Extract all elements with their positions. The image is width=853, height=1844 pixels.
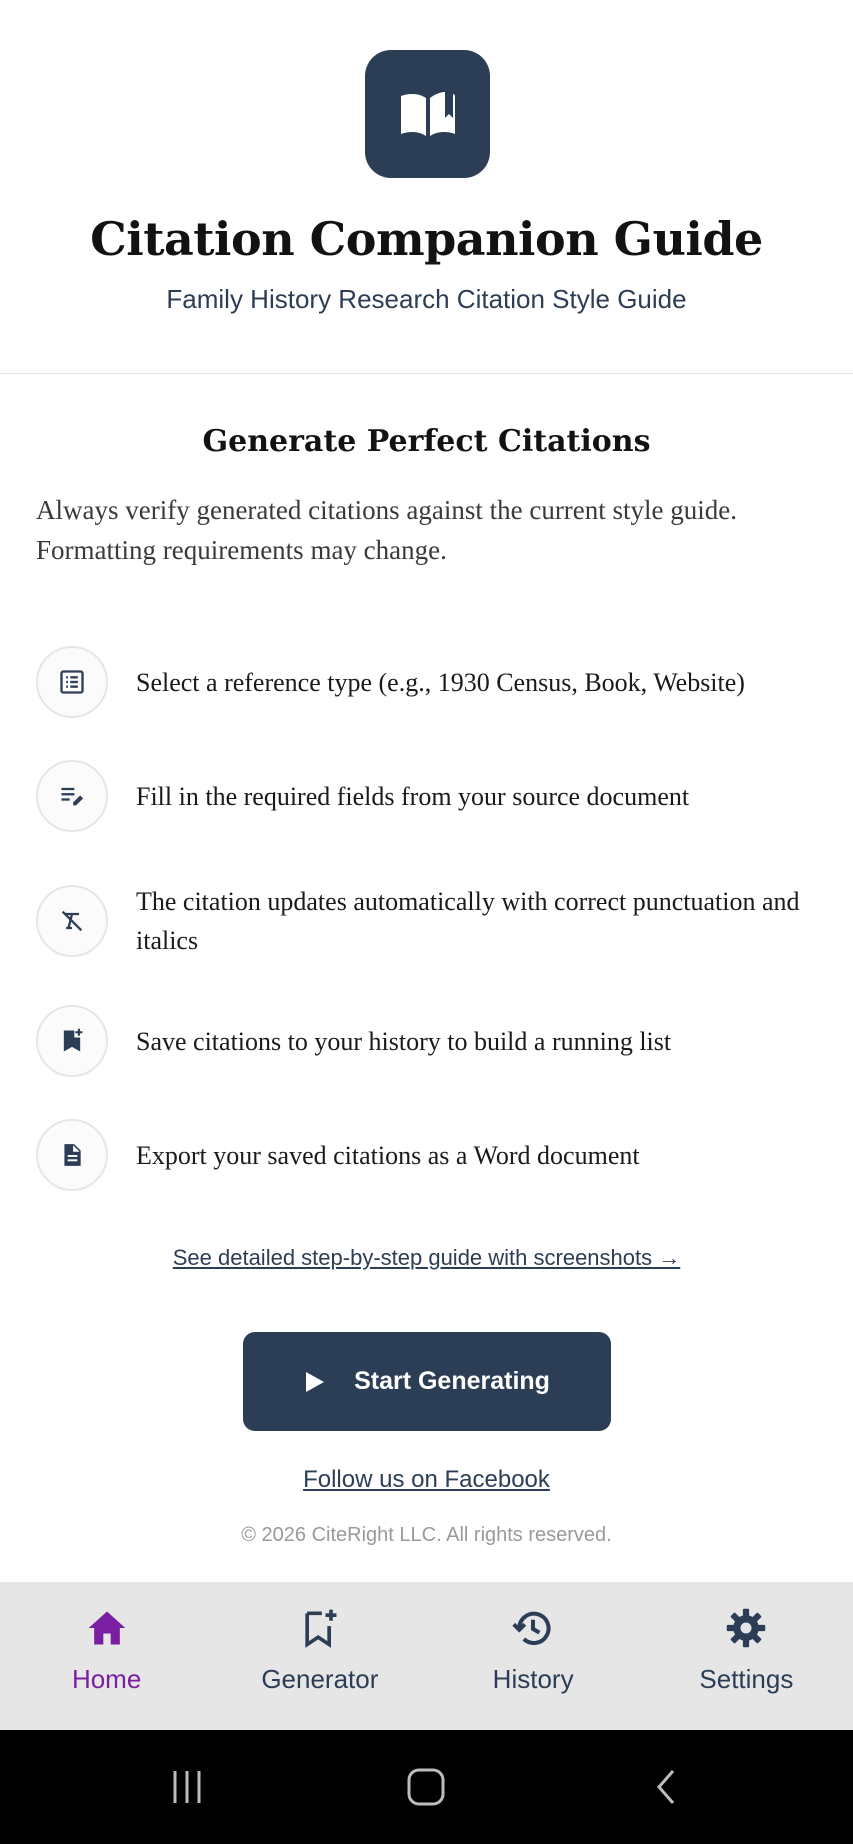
facebook-link[interactable]: Follow us on Facebook [303,1466,550,1493]
step-text: Export your saved citations as a Word document [136,1140,640,1170]
play-icon [304,1370,326,1394]
back-chevron-icon [651,1767,681,1807]
copyright-text: © 2026 CiteRight LLC. All rights reserved. [241,1524,612,1546]
app-logo [365,50,490,178]
recent-apps-button[interactable] [155,1730,219,1844]
start-generating-button[interactable] [243,1332,611,1431]
bottom-navigation [0,1582,853,1730]
nav-settings[interactable] [640,1582,853,1730]
edit-note-icon [36,760,108,832]
step-item [36,760,826,832]
nav-generator-label: Generator [261,1664,379,1694]
format-clear-icon [36,885,108,957]
bookmark-add-icon [36,1005,108,1077]
document-icon [36,1119,108,1191]
disclaimer-text: Always verify generated citations against the current style guide. Formatting requirements may change. [36,495,738,565]
nav-generator[interactable] [213,1582,426,1730]
bookmark-add-icon [297,1606,343,1650]
step-item [36,646,826,718]
home-square-icon [406,1767,446,1807]
history-icon [510,1606,556,1650]
step-text: Save citations to your history to build a running list [136,1026,672,1056]
step-item [36,882,826,960]
gear-icon [723,1606,769,1650]
detailed-guide-link[interactable]: See detailed step-by-step guide with screenshots → [172,1245,681,1270]
list-icon [36,646,108,718]
open-book-icon [397,88,459,140]
nav-home[interactable] [0,1582,213,1730]
home-system-button[interactable] [394,1730,458,1844]
app-title: Citation Companion Guide [90,212,763,266]
nav-home-label: Home [71,1664,142,1694]
step-text: The citation updates automatically with correct punctuation and italics [136,887,800,955]
step-text: Select a reference type (e.g., 1930 Census, Book, Website) [136,667,745,697]
home-icon [84,1606,130,1650]
nav-history[interactable] [427,1582,640,1730]
step-text: Fill in the required fields from your source document [136,781,690,811]
recent-apps-icon [167,1767,207,1807]
nav-settings-label: Settings [699,1664,794,1694]
section-title: Generate Perfect Citations [202,424,651,459]
app-subtitle: Family History Research Citation Style Guide [166,284,687,314]
start-generating-label: Start Generating [354,1367,550,1395]
app-header [0,0,853,374]
nav-history-label: History [492,1664,574,1694]
step-item [36,1005,826,1077]
step-item [36,1119,826,1191]
system-navigation-bar [0,1730,853,1844]
back-system-button[interactable] [634,1730,698,1844]
